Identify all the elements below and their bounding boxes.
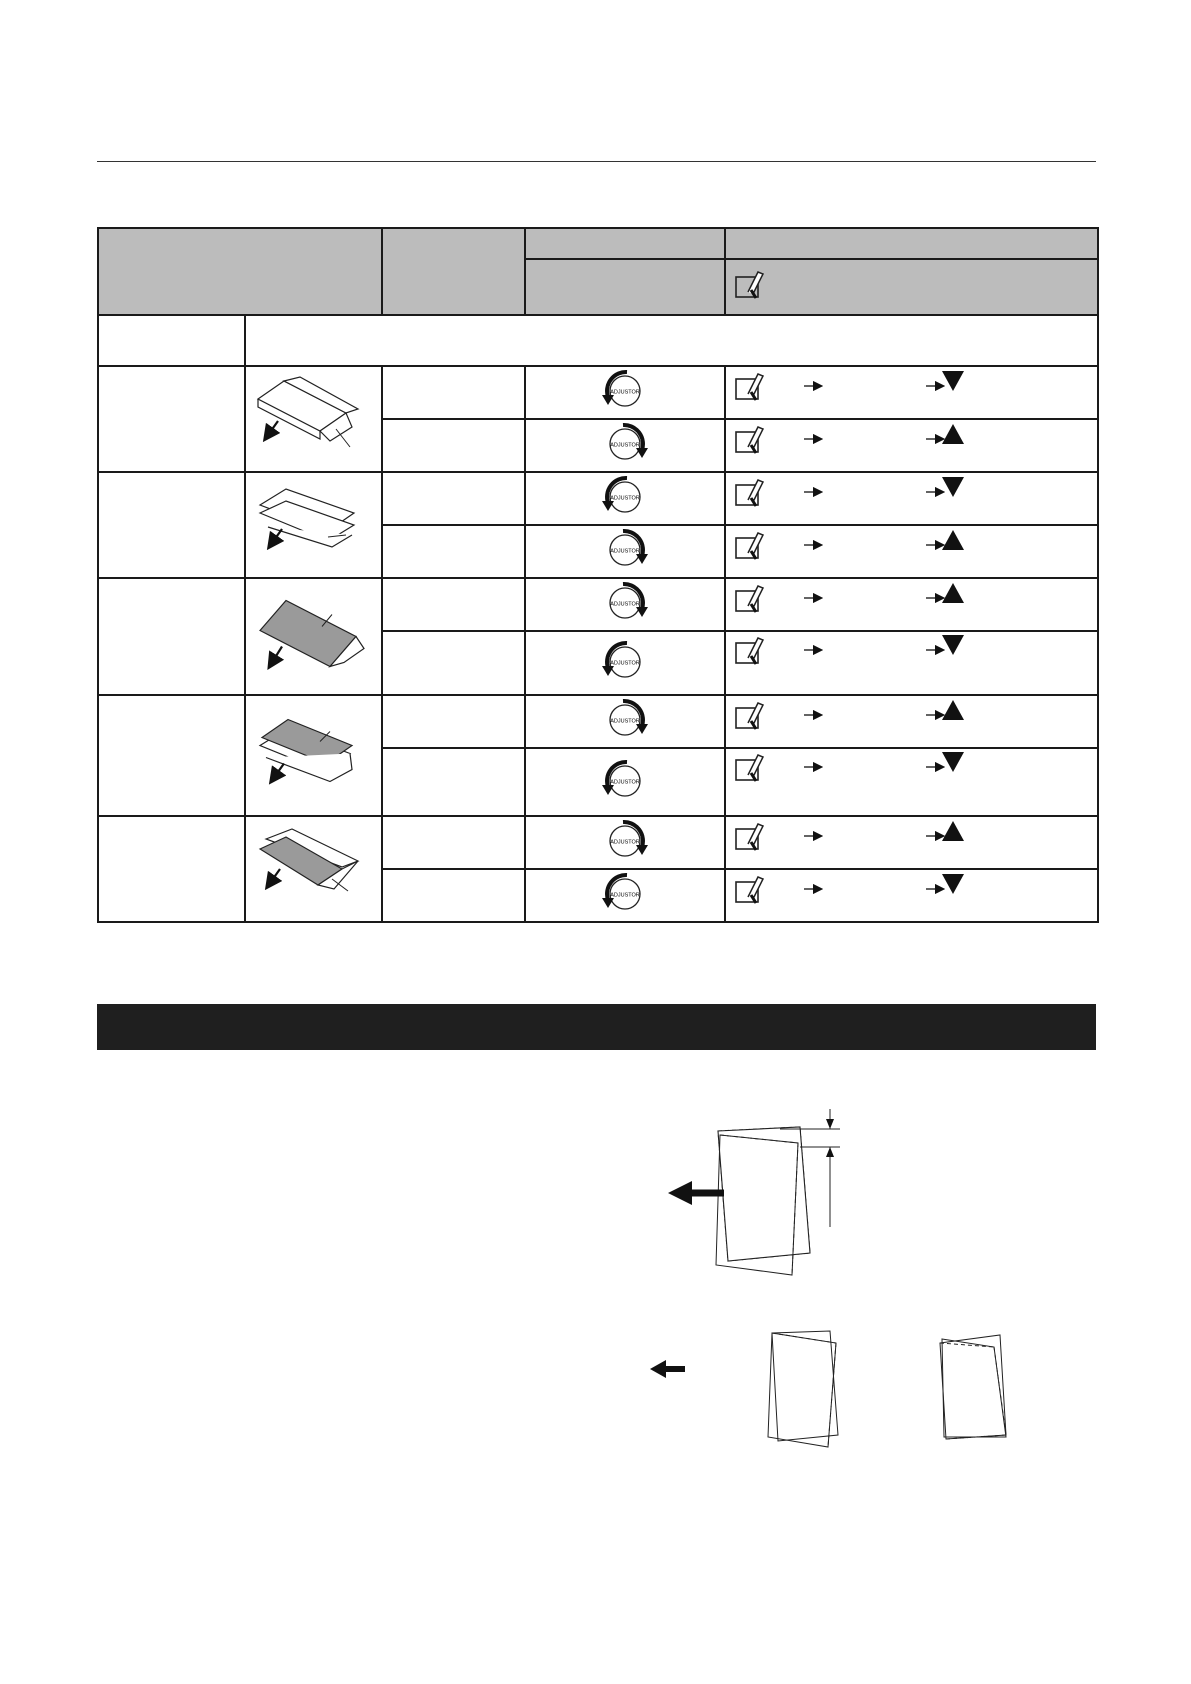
condition-label (382, 816, 525, 869)
adjustor-clockwise-icon (585, 526, 665, 572)
up-triangle-icon (942, 821, 964, 841)
fold-type-label (98, 695, 245, 816)
adjustor-cell (525, 748, 725, 816)
adjustor-label: ADJUSTOR (610, 779, 640, 785)
hand-touch-icon (726, 260, 1099, 314)
down-triangle-icon (942, 371, 964, 391)
header-fold-type (98, 228, 382, 315)
condition-label (382, 366, 525, 419)
fold-type-label (98, 816, 245, 922)
hand-touch-icon (736, 638, 763, 664)
adjustor-cell (525, 419, 725, 472)
hand-touch-icon (736, 374, 763, 400)
adjustor-counterclockwise-icon (585, 870, 665, 916)
subheader-cell (98, 315, 245, 366)
letter-fold-inner-icon (246, 697, 381, 814)
operation-sequence (726, 871, 1099, 920)
condition-label (382, 419, 525, 472)
half-fold-inner-icon (246, 580, 381, 693)
down-triangle-icon (942, 635, 964, 655)
adjustor-counterclockwise-icon (585, 757, 665, 803)
operation-cell (725, 869, 1098, 922)
header-operation-bottom (725, 259, 1098, 315)
down-triangle-icon (942, 477, 964, 497)
z-fold-inner-icon (246, 819, 381, 919)
adjustor-label: ADJUSTOR (610, 601, 640, 608)
adjustor-clockwise-icon (585, 420, 665, 466)
adjustor-label: ADJUSTOR (610, 718, 640, 725)
subheader-span (245, 315, 1098, 366)
table-row (98, 366, 1098, 419)
header-adjustor-top (525, 228, 725, 259)
up-triangle-icon (942, 530, 964, 550)
fold-type-label (98, 366, 245, 472)
skewed-paper-feed-diagram (650, 1105, 850, 1285)
operation-cell (725, 748, 1098, 816)
operation-cell (725, 525, 1098, 578)
adjustor-cell (525, 695, 725, 748)
adjustor-label: ADJUSTOR (610, 548, 640, 555)
operation-cell (725, 578, 1098, 631)
hand-touch-icon (736, 755, 763, 781)
hand-touch-icon (736, 703, 763, 729)
adjustor-clockwise-icon (585, 579, 665, 625)
operation-sequence (726, 632, 1099, 694)
table-row (98, 578, 1098, 631)
table-row (98, 695, 1098, 748)
condition-label (382, 472, 525, 525)
operation-cell (725, 419, 1098, 472)
operation-cell (725, 631, 1098, 695)
letter-fold-outer-icon (246, 475, 381, 575)
condition-label (382, 695, 525, 748)
adjustor-label: ADJUSTOR (610, 442, 640, 449)
adjustor-cell (525, 816, 725, 869)
fold-illustration-cell (245, 472, 382, 578)
operation-sequence (726, 368, 1099, 417)
table-row (98, 816, 1098, 869)
operation-cell (725, 472, 1098, 525)
hand-touch-icon (736, 533, 763, 559)
up-triangle-icon (942, 583, 964, 603)
fold-adjustment-table (97, 227, 1099, 923)
table-row (98, 472, 1098, 525)
operation-sequence (726, 580, 1099, 629)
operation-cell (725, 816, 1098, 869)
adjustor-label: ADJUSTOR (610, 495, 640, 502)
fold-illustration-cell (245, 578, 382, 695)
section-title-band (97, 1004, 1096, 1050)
operation-sequence (726, 421, 1099, 470)
down-triangle-icon (942, 752, 964, 772)
up-triangle-icon (942, 424, 964, 444)
header-condition (382, 228, 525, 315)
condition-label (382, 631, 525, 695)
operation-sequence (726, 697, 1099, 746)
adjustor-cell (525, 869, 725, 922)
hand-touch-icon (736, 586, 763, 612)
header-operation-top (725, 228, 1098, 259)
adjustor-clockwise-icon (585, 696, 665, 742)
section-title (97, 1016, 109, 1038)
adjustor-cell (525, 578, 725, 631)
adjustor-label: ADJUSTOR (610, 660, 640, 666)
down-triangle-icon (942, 874, 964, 894)
condition-label (382, 869, 525, 922)
operation-cell (725, 695, 1098, 748)
skew-direction-examples (650, 1325, 1050, 1455)
adjustor-counterclockwise-icon (585, 638, 665, 684)
fold-illustration-cell (245, 816, 382, 922)
adjustor-cell (525, 366, 725, 419)
fold-type-label (98, 472, 245, 578)
adjustor-cell (525, 631, 725, 695)
adjustor-cell (525, 525, 725, 578)
adjustor-clockwise-icon (585, 817, 665, 863)
adjustor-label: ADJUSTOR (610, 389, 640, 396)
operation-cell (725, 366, 1098, 419)
adjustor-label: ADJUSTOR (610, 892, 640, 899)
adjustor-counterclockwise-icon (585, 473, 665, 519)
operation-sequence (726, 749, 1099, 815)
hand-touch-icon (736, 480, 763, 506)
hand-touch-icon (736, 427, 763, 453)
header-adjustor-bottom (525, 259, 725, 315)
hand-touch-icon (736, 877, 763, 903)
operation-sequence (726, 818, 1099, 867)
condition-label (382, 748, 525, 816)
condition-label (382, 578, 525, 631)
top-rule (97, 161, 1096, 162)
operation-sequence (726, 474, 1099, 523)
operation-sequence (726, 527, 1099, 576)
fold-illustration-cell (245, 366, 382, 472)
hand-touch-icon (736, 824, 763, 850)
adjustor-counterclockwise-icon (585, 367, 665, 413)
adjustor-cell (525, 472, 725, 525)
condition-label (382, 525, 525, 578)
fold-illustration-cell (245, 695, 382, 816)
up-triangle-icon (942, 700, 964, 720)
adjustor-label: ADJUSTOR (610, 839, 640, 846)
z-fold-outer-icon (246, 369, 381, 469)
fold-type-label (98, 578, 245, 695)
